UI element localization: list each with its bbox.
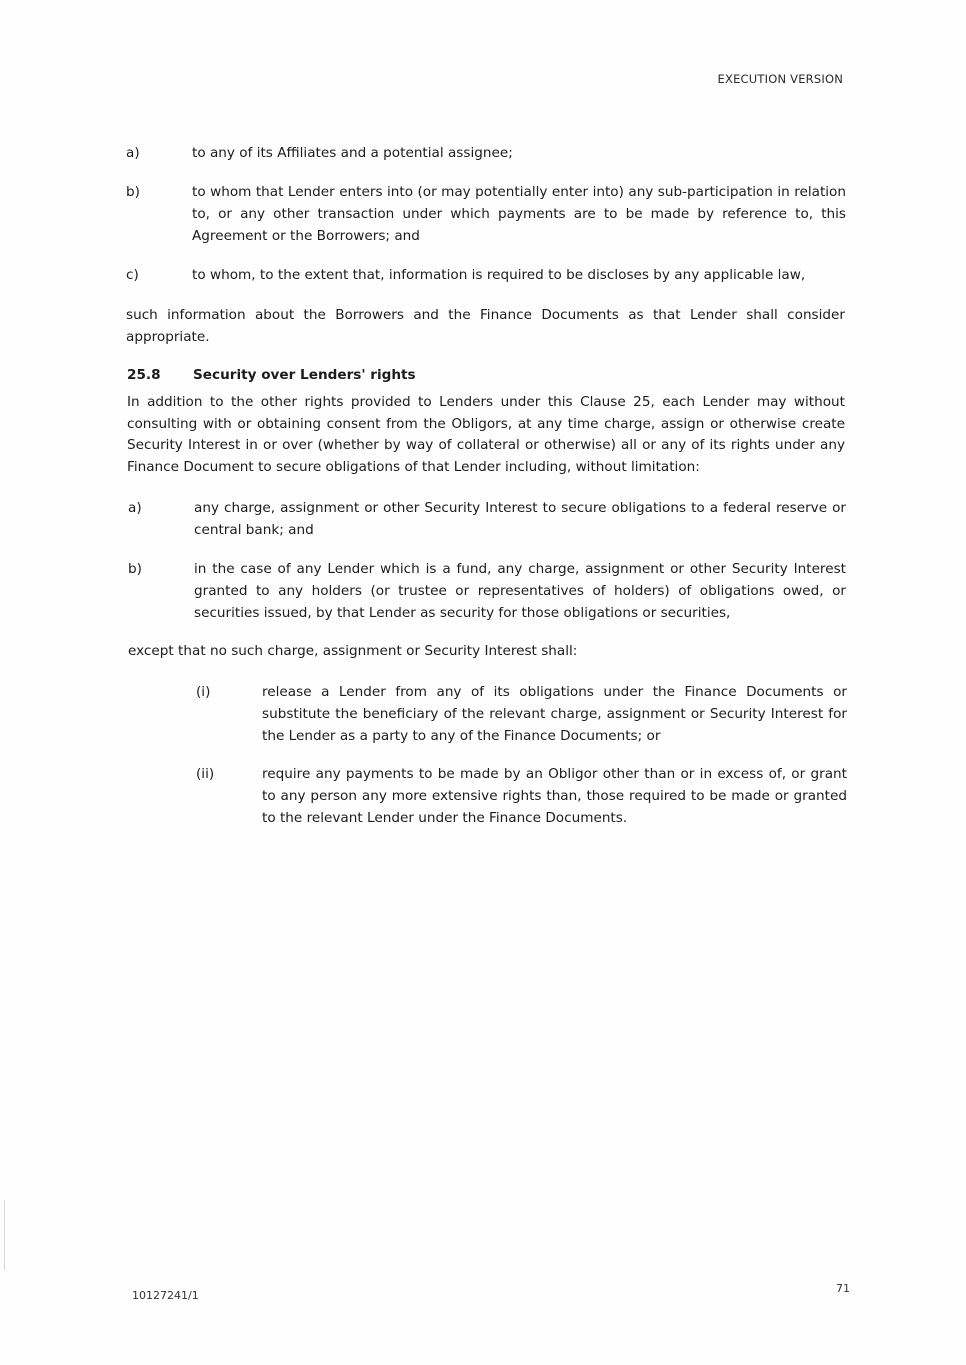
document-reference: 10127241/1 <box>132 1289 199 1302</box>
scan-edge-line <box>4 1200 5 1270</box>
list-item <box>128 558 846 626</box>
list-item-text: any charge, assignment or other Security Interest to secure obligations to a federal reserve or central bank; and <box>194 500 846 538</box>
section-title: Security over Lenders' rights <box>193 367 416 383</box>
list-item <box>196 763 847 831</box>
list-marker: (ii) <box>196 766 215 782</box>
list-item <box>126 264 846 288</box>
list-item-text: release a Lender from any of its obligations under the Finance Documents or substitute the beneficiary of the relevant charge, assignment or Security Interest for the Lender as a party to any of the Finance Documents; or <box>262 684 847 744</box>
list-item <box>126 181 846 251</box>
list-item <box>126 142 846 166</box>
list-item-text: to whom that Lender enters into (or may potentially enter into) any sub-participation in relation to, or any other transaction under which payments are to be made by reference to, this Agreement or the Borrowers; and <box>192 184 846 244</box>
list-item <box>128 497 846 543</box>
list-marker: a) <box>128 500 142 516</box>
exception-intro-paragraph: except that no such charge, assignment or Security Interest shall: <box>128 643 578 659</box>
list-marker: c) <box>126 267 139 283</box>
section-intro-paragraph: In addition to the other rights provided to Lenders under this Clause 25, each Lender may without consulting with or obtaining consent from the Obligors, at any time charge, assign or otherwise create Security Interest in or over (whether by way of collateral or otherwise) all or any of its rights under any Finance Document to secure obligations of that Lender including, without limitation: <box>127 394 845 475</box>
list-marker: a) <box>126 145 140 161</box>
execution-version-label: EXECUTION VERSION <box>717 72 843 86</box>
closing-paragraph: such information about the Borrowers and the Finance Documents as that Lender shall consider appropriate. <box>126 307 845 345</box>
section-number: 25.8 <box>127 367 161 383</box>
list-item <box>196 681 847 749</box>
list-item-text: to any of its Affiliates and a potential assignee; <box>192 145 513 161</box>
list-item-text: in the case of any Lender which is a fund, any charge, assignment or other Security Interest granted to any holders (or trustee or representatives of holders) of obligations owed, or securities issued, by that Lender as security for those obligations or securities, <box>194 561 846 621</box>
list-item-text: to whom, to the extent that, information is required to be discloses by any applicable law, <box>192 267 806 283</box>
page-number: 71 <box>836 1282 850 1295</box>
list-marker: b) <box>126 184 140 200</box>
list-marker: (i) <box>196 684 211 700</box>
list-item-text: require any payments to be made by an Obligor other than or in excess of, or grant to any person any more extensive rights than, those required to be made or granted to the relevant Lender under the Finance Documents. <box>262 766 847 826</box>
section-heading <box>127 367 416 383</box>
list-marker: b) <box>128 561 142 577</box>
